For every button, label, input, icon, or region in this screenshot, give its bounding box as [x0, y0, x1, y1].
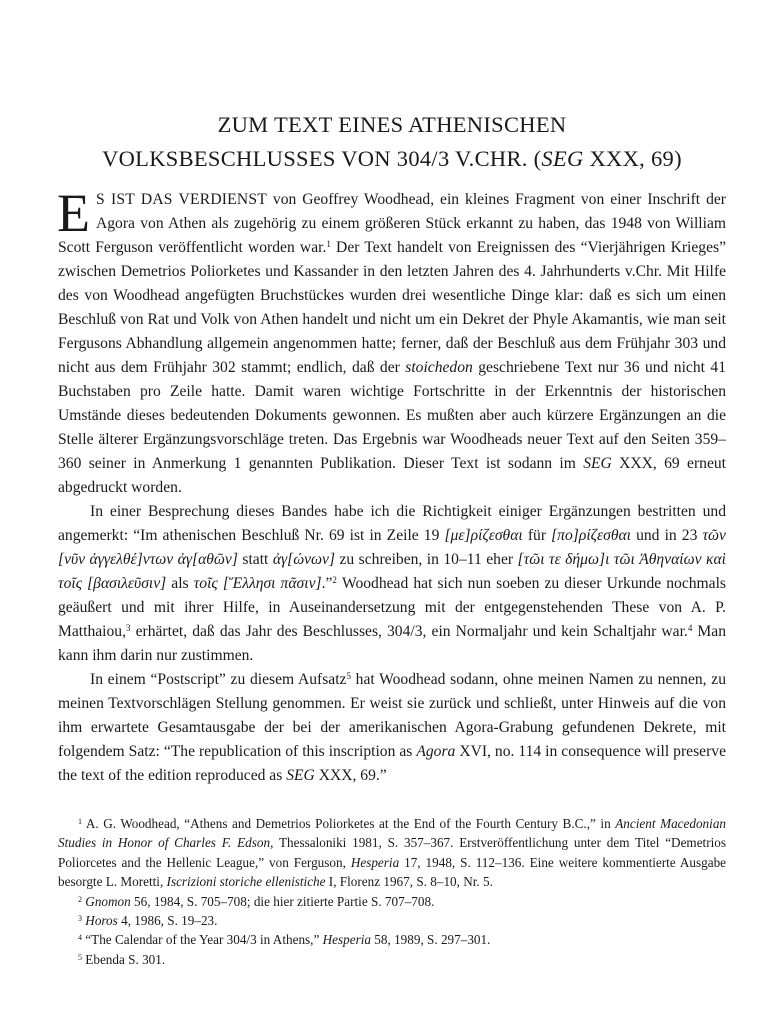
- footnote-ref-3[interactable]: 3: [126, 623, 131, 633]
- paragraph-1: E S IST DAS VERDIENST von Geoffrey Woodhead, ein kleines Fragment von einer Inschrift der Agora von Athen als zugehörig zu einem größeren Stück erkannt zu haben, das 1948 von William Scott Ferguson veröffentlicht worden war.$^1$ Der Text handelt von Ereignissen des “Vierjährigen Krieges” zwischen Demetrios Poliorketes und Kassander in den letzten Jahren des 4. Jahrhunderts v.Chr. Mit Hilfe des von Woodhead angefügten Bruchstückes wurden drei wesentliche Dinge klar: daß es sich um einen Beschluß von Rat und Volk von Athen handelt und nicht um ein Dekret der Phyle Akamantis, wie man seit Fergusons Abhandlung allgemein angenommen hatte; ferner, daß der Beschluß aus dem Frühjahr 303 und nicht aus dem Frühjahr 302 stammt; endlich, daß der stoichedon geschriebene Text nur 36 und nicht 41 Buchstaben pro Zeile hatte. Damit waren wichtige Fortschritte in der Erkenntnis der historischen Umstände dieses bedeutenden Dokuments gewonnen. Es mußten aber auch kürzere Ergänzungen an die Stelle älterer Ergänzungsvorschläge treten. Das Ergebnis war Woodheads neuer Text auf den Seiten 359–360 seiner in Anmerkung 1 genannten Publikation. Dieser Text ist sodann im SEG XXX, 69 erneut abgedruckt worden.: [57, 183, 727, 496]
- title-line-1: ZUM TEXT EINES ATHENISCHEN: [217, 112, 567, 137]
- title-line-2: VOLKSBESCHLUSSES VON 304/3 V.CHR. (SEG XXX, 69): [102, 146, 682, 171]
- footnote-ref-2[interactable]: 2: [332, 575, 337, 585]
- greek-text: [με]ρίζεσθαι: [444, 527, 523, 544]
- greek-text: [τῶι τε δήμω]ι τῶι Ἀθηναίων καὶ τοῖς [βασιλεῦσιν]: [58, 551, 727, 592]
- lead-in-caps: S IST DAS VERDIENST: [96, 191, 267, 208]
- footnote-5: $^5$ Ebenda S. 301.: [78, 951, 166, 967]
- greek-text: [πο]ρίζεσθαι: [551, 527, 631, 544]
- footnote-ref-4[interactable]: 4: [687, 623, 693, 633]
- greek-text: τοῖς [Ἕλλησι πᾶσιν]: [193, 575, 322, 592]
- greek-text: ἀγ[ώνων]: [272, 551, 336, 568]
- footnote-ref-5[interactable]: 5: [346, 671, 351, 681]
- article-title: [58, 108, 726, 176]
- footnote-1: $^1$ A. G. Woodhead, “Athens and Demetrios Poliorketes at the End of the Fourth Century B.C.,” in Ancient Macedonian Studies in Honor of Charles F. Edson, Thessaloniki 1981, S. 357–367. Erstveröffentlichung unter dem Titel “Demetrios Poliorcetes and the Hellenic League,” von Ferguson, Hesperia 17, 1948, S. 112–136. Eine weitere kommentierte Ausgabe besorgte L. Moretti, Iscrizioni storiche ellenistiche I, Florenz 1967, S. 8–10, Nr. 5.: [58, 816, 727, 890]
- paragraph-2: In einer Besprechung dieses Bandes habe ich die Richtigkeit einiger Ergänzungen bestritten und angemerkt: “Im athenischen Beschluß Nr. 69 ist in Zeile 19 [με]ρίζεσθαι für [πο]ρίζεσθαι und in 23 τῶν [νῦν ἀγγελθέ]ντων ἀγ[αθῶν] statt ἀγ[ώνων] zu schreiben, in 10–11 eher [τῶι τε δήμω]ι τῶι Ἀθηναίων καὶ τοῖς [βασιλεῦσιν] als τοῖς [Ἕλλησι πᾶσιν].”$^2$ Woodhead hat sich nun soeben zu dieser Urkunde nochmals geäußert und mit ihrer Hilfe, in Auseinandersetzung mit der entgegenstehenden These von A. P. Matthaiou,$^3$ erhärtet, daß das Jahr des Beschlusses, 304/3, ein Normaljahr und kein Schaltjahr war.$^4$ Man kann ihm darin nur zustimmen.: [58, 503, 727, 664]
- footnotes: [58, 814, 726, 969]
- drop-cap: E: [57, 183, 90, 243]
- paragraph-3: In einem “Postscript” zu diesem Aufsatz$^5$ hat Woodhead sodann, ohne meinen Namen zu nennen, zu meinen Textvorschlägen Stellung genommen. Er weist sie zurück und schließt, unter Hinweis auf die von ihm erwartete Gesamtausgabe der bei der amerikanischen Agora-Grabung gefundenen Dekrete, mit folgendem Satz: “The republication of this inscription as Agora XVI, no. 114 in consequence will preserve the text of the edition reproduced as SEG XXX, 69.”: [58, 671, 726, 784]
- article-body: [57, 183, 727, 788]
- greek-text: τῶν [νῦν ἀγγελθέ]ντων ἀγ[αθῶν]: [58, 527, 726, 568]
- footnote-4: $^4$ “The Calendar of the Year 304/3 in Athens,” Hesperia 58, 1989, S. 297–301.: [78, 932, 491, 948]
- footnote-3: $^3$ Horos 4, 1986, S. 19–23.: [78, 913, 218, 929]
- footnote-2: $^2$ Gnomon 56, 1984, S. 705–708; die hier zitierte Partie S. 707–708.: [78, 893, 435, 909]
- footnote-ref-1[interactable]: 1: [326, 239, 331, 249]
